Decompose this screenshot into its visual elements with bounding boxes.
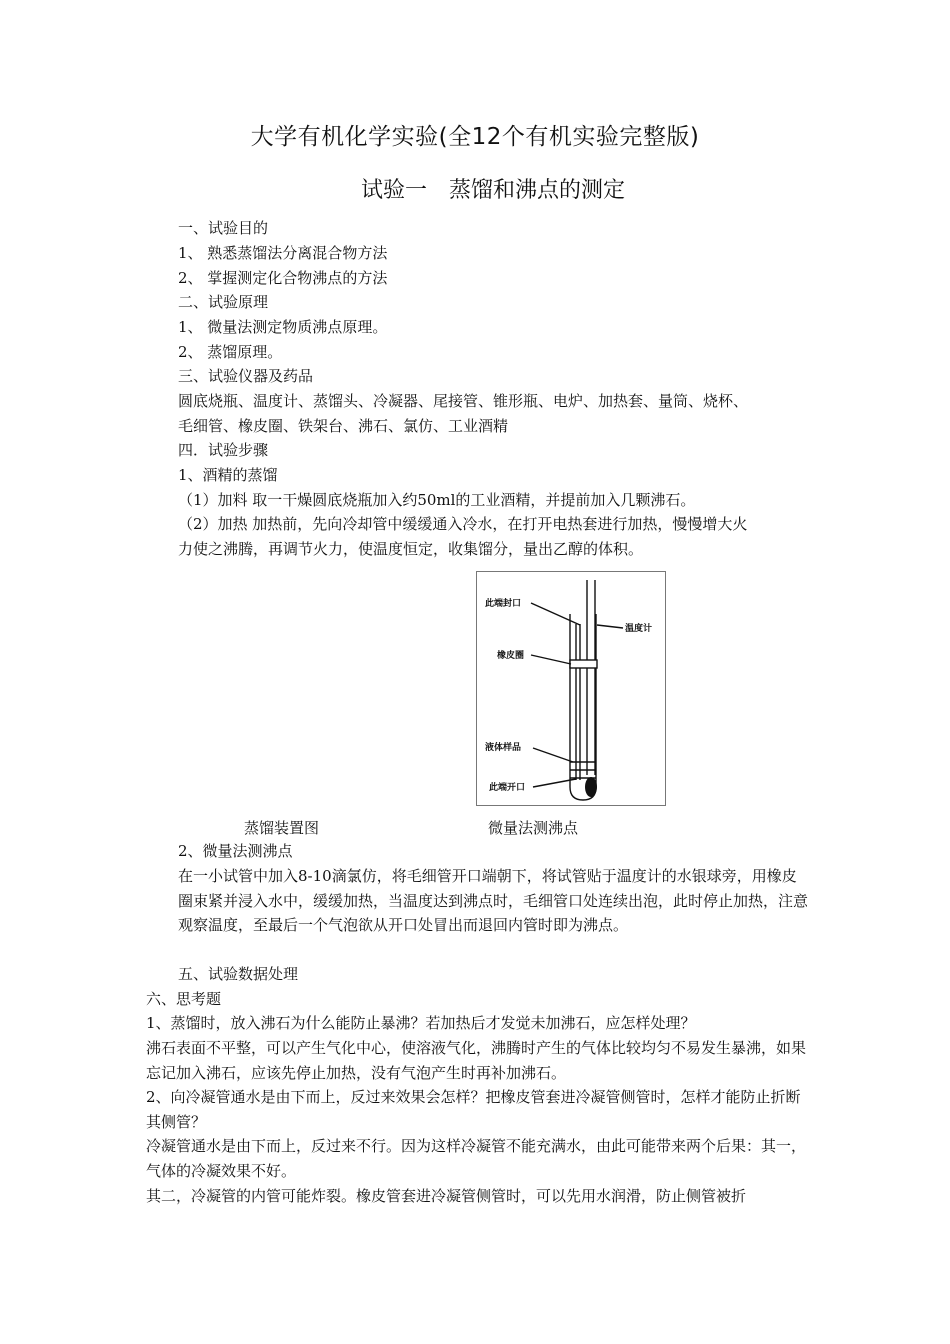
label-seal: 此端封口 [485,599,522,609]
apparatus-list-line-1: 圆底烧瓶、温度计、蒸馏头、冷凝器、尾接管、锥形瓶、电炉、加热套、量筒、烧杯、 [178,392,749,410]
purpose-item-1: 1、 熟悉蒸馏法分离混合物方法 [178,244,388,262]
experiment-title: 试验一 蒸馏和沸点的测定 [360,178,625,203]
test-tube-outline [570,614,596,800]
procedure-step-2-line-1: （2）加热 加热前，先向冷却管中缓缓通入冷水，在打开电热套进行加热，慢慢增大火 [178,515,748,533]
principle-item-2: 2、 蒸馏原理。 [178,343,283,361]
procedure-subheading-distillation: 1、酒精的蒸馏 [178,466,278,484]
micro-method-paragraph: 在一小试管中加入8-10滴氯仿，将毛细管开口端朝下，将试管贴于温度计的水银球旁，用橡皮圈束紧并浸入水中，缓缓加热，当温度达到沸点时，毛细管口处连续出泡，此时停止加热，注意观察温度，至最后一个气泡欲从开口处冒出而退回内管时即为沸点。 [178,867,809,935]
answer-2-part-2: 其二，冷凝管的内管可能炸裂。橡皮管套进冷凝管侧管时，可以先用水润滑，防止侧管被折 [146,1187,747,1205]
document-title: 大学有机化学实验(全12个有机实验完整版) [250,124,700,150]
label-liquid-sample: 液体样品 [485,743,522,753]
answer-1: 沸石表面不平整，可以产生气化中心，使溶液气化，沸腾时产生的气体比较均匀不易发生暴沸，如果忘记加入沸石，应该先停止加热，没有气泡产生时再补加沸石。 [146,1039,807,1082]
leader-rubber-ring [531,655,571,664]
principle-item-1: 1、 微量法测定物质沸点原理。 [178,318,388,336]
thermometer-bulb [585,777,597,797]
section-heading-purpose: 一、试验目的 [178,219,269,237]
rubber-ring [570,660,597,668]
section-heading-questions: 六、思考题 [146,990,222,1008]
leader-liquid-sample [533,748,573,762]
purpose-item-2: 2、 掌握测定化合物沸点的方法 [178,269,388,287]
answer-2-part-1: 冷凝管通水是由下而上，反过来不行。因为这样冷凝管不能充满水，由此可能带来两个后果：其一，气体的冷凝效果不好。 [146,1137,807,1180]
question-1: 1、蒸馏时，放入沸石为什么能防止暴沸？若加热后才发觉未加沸石，应怎样处理？ [146,1014,696,1032]
caption-micro-boiling-point: 微量法测沸点 [488,819,579,837]
procedure-step-2-line-2: 力使之沸腾，再调节火力，使温度恒定，收集馏分，量出乙醇的体积。 [178,540,644,558]
procedure-subheading-micro: 2、微量法测沸点 [178,842,293,860]
section-heading-procedure: 四．试验步骤 [178,441,269,459]
micro-boiling-point-figure [476,571,666,806]
label-rubber-ring: 橡皮圈 [497,651,525,661]
question-2: 2、向冷凝管通水是由下而上，反过来效果会怎样？把橡皮管套进冷凝管侧管时，怎样才能防止折断其侧管？ [146,1088,801,1131]
label-open-end: 此端开口 [489,783,526,793]
procedure-step-1: （1）加料 取一干燥圆底烧瓶加入约50ml的工业酒精，并提前加入几颗沸石。 [178,491,696,509]
label-thermometer: 温度计 [625,624,653,634]
section-heading-apparatus: 三、试验仪器及药品 [178,367,314,385]
leader-seal [531,603,580,625]
section-heading-data: 五、试验数据处理 [178,965,299,983]
caption-distillation-apparatus: 蒸馏装置图 [244,819,320,837]
apparatus-list-line-2: 毛细管、橡皮圈、铁架台、沸石、氯仿、工业酒精 [178,417,509,435]
leader-thermometer [597,625,623,628]
boiling-point-apparatus-diagram [477,572,665,805]
section-heading-principle: 二、试验原理 [178,293,269,311]
